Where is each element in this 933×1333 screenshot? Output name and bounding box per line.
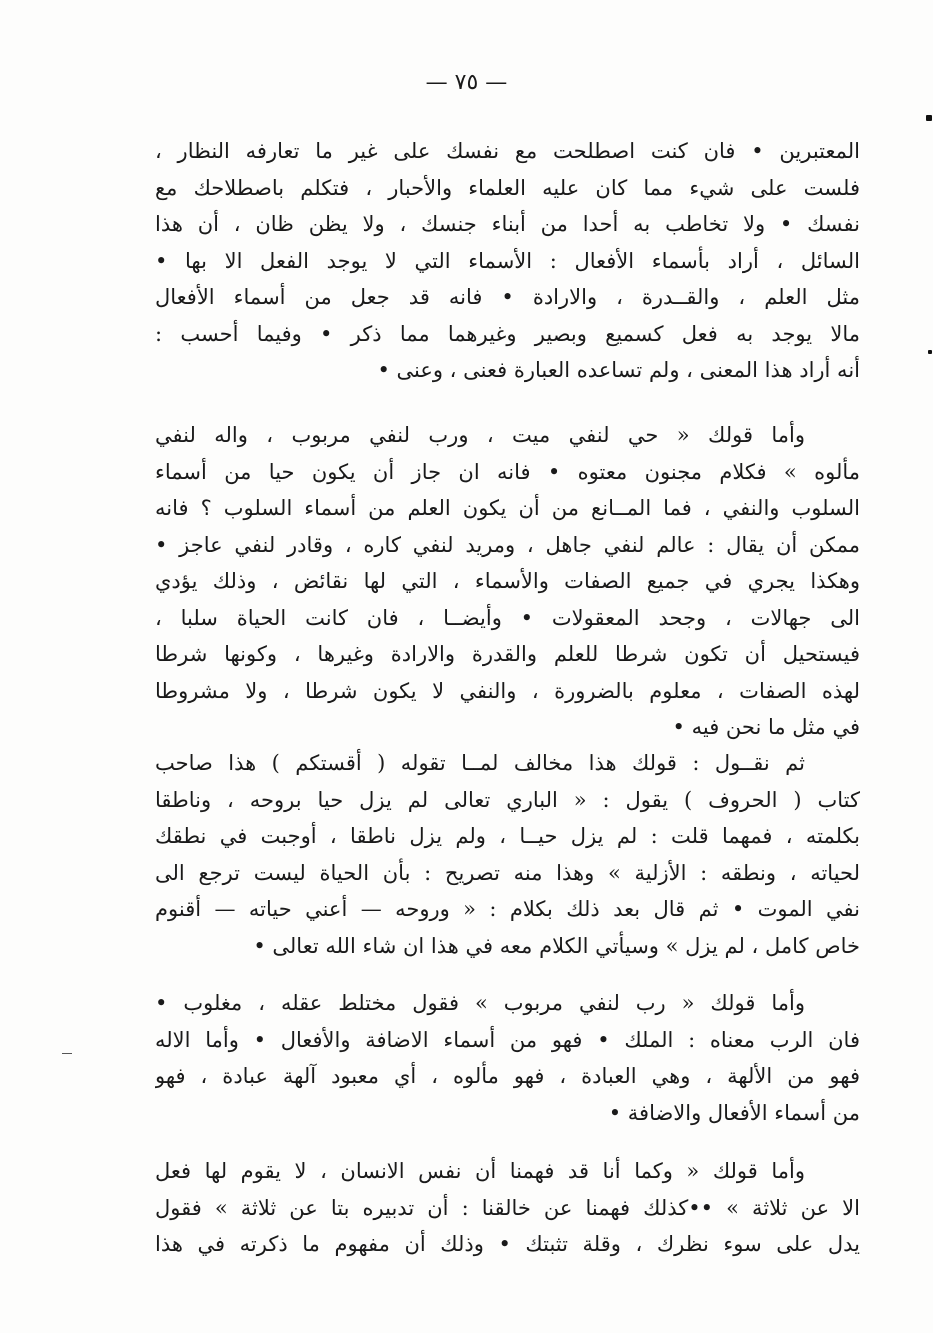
text-line: يدل على سوء نظرك ، وقلة تثبتك • وذلك أن مفهوم ما ذكرته في هذا bbox=[155, 1232, 860, 1256]
text-line: وأما قولك « حي لنفي ميت ، ورب لنفي مربوب ، واله لنفي bbox=[155, 423, 805, 447]
scan-mark-middle bbox=[928, 350, 932, 354]
text-line: في مثل ما نحن فيه • bbox=[672, 715, 860, 739]
text-line: وهكذا يجري في جميع الصفات والأسماء ، التي لها نقائض ، وذلك يؤدي bbox=[155, 569, 860, 593]
paragraph-1 bbox=[155, 133, 860, 389]
text-line: فيستحيل أن تكون شرطا للعلم والقدرة والارادة وغيرها ، وكونها شرطا bbox=[155, 642, 860, 666]
page-number: — ٧٥ — bbox=[425, 70, 508, 95]
text-line: بكلمته ، فمهما قلت : لم يزل حيــا ، ولم يزل ناطقا ، أوجبت في نطقك bbox=[155, 824, 860, 848]
text-line: وأما قولك « رب لنفي مربوب » فقول مختلط عقله ، مغلوب • bbox=[155, 991, 805, 1015]
text-line: نفسك • ولا تخاطب به أحدا من أبناء جنسك ، ولا يظن ظان ، أن هذا bbox=[155, 212, 860, 236]
text-line: مالا يوجد به فعل كسميع وبصير وغيرهما مما ذكر • وفيما أحسب : bbox=[155, 321, 860, 346]
text-line: لحياته ، ونطقه : الأزلية » وهذا منه تصريح : بأن الحياة ليست ترجع الى bbox=[155, 860, 860, 885]
text-line: مثل العلم ، والقــدرة ، والارادة • فانه قد جعل من أسماء الأفعال bbox=[155, 285, 860, 309]
text-line: السلوب والنفي ، فما المــانع من أن يكون العلم من أسماء السلوب ؟ فانه bbox=[155, 496, 860, 520]
text-line: مألوه » فكلام مجنون معتوه • فانه ان جاز أن يكون حيا من أسماء bbox=[155, 459, 860, 484]
text-line: لهذه الصفات ، معلوم بالضرورة ، والنفي لا يكون شرطا ، ولا مشروطا bbox=[155, 678, 860, 703]
text-line: كتاب ( الحروف ) يقول : « الباري تعالى لم يزل حيا بروحه ، وناطقا bbox=[155, 787, 860, 812]
text-line: فلست على شيء مما كان عليه العلماء والأحبار ، فتكلم باصطلاحك مع bbox=[155, 175, 860, 200]
text-line: خاص كامل ، لم يزل » وسيأتي الكلام معه في هذا ان شاء الله تعالى • bbox=[253, 933, 860, 958]
text-line: فان الرب معناه : الملك • فهو من أسماء الاضافة والأفعال • وأما الاله bbox=[155, 1027, 860, 1052]
scan-mark-top bbox=[926, 115, 932, 121]
paragraph-3 bbox=[155, 745, 860, 964]
text-line: السائل ، أراد بأسماء الأفعال : الأسماء التي لا يوجد الفعل الا بها • bbox=[155, 248, 860, 273]
text-line: ثم نقــول : قولك هذا مخالف لمــا تقوله ( أقستكم ) هذا صاحب bbox=[155, 751, 805, 775]
text-line: المعتبرين • فان كنت اصطلحت مع نفسك على غير ما تعارفه النظار ، bbox=[155, 139, 860, 163]
text-line: من أسماء الأفعال والاضافة • bbox=[608, 1100, 860, 1125]
text-line: نفي الموت • ثم قال بعد ذلك بكلام : « وروحه — أعني حياته — أقنوم bbox=[155, 897, 860, 921]
text-line: ممكن أن يقال : عالم لنفي جاهل ، ومريد لنفي كاره ، وقادر لنفي عاجز • bbox=[155, 532, 860, 557]
text-line: الى جهالات ، وجحد المعقولات • وأيضــا ، فان كانت الحياة سلبا ، bbox=[155, 605, 860, 630]
text-line: فهو من الألهة ، وهي العبادة ، فهو مألوه ، أي معبود آلهة عبادة ، فهو bbox=[155, 1064, 860, 1088]
paragraph-2 bbox=[155, 417, 860, 746]
paragraph-5 bbox=[155, 1153, 860, 1263]
paragraph-4 bbox=[155, 985, 860, 1131]
text-line: أنه أراد هذا المعنى ، ولم تساعده العبارة فعنى ، وعنى • bbox=[377, 358, 860, 382]
text-line: وأما قولك « وكما أنا قد فهمنا أن نفس الانسان ، لا يقوم لها فعل bbox=[155, 1159, 805, 1183]
text-line: الا عن ثلاثة » ••كذلك فهمنا عن خالقنا : أن تدبيره بتا عن ثلاثة » فقول bbox=[155, 1195, 860, 1220]
scan-mark-left bbox=[62, 1053, 72, 1054]
